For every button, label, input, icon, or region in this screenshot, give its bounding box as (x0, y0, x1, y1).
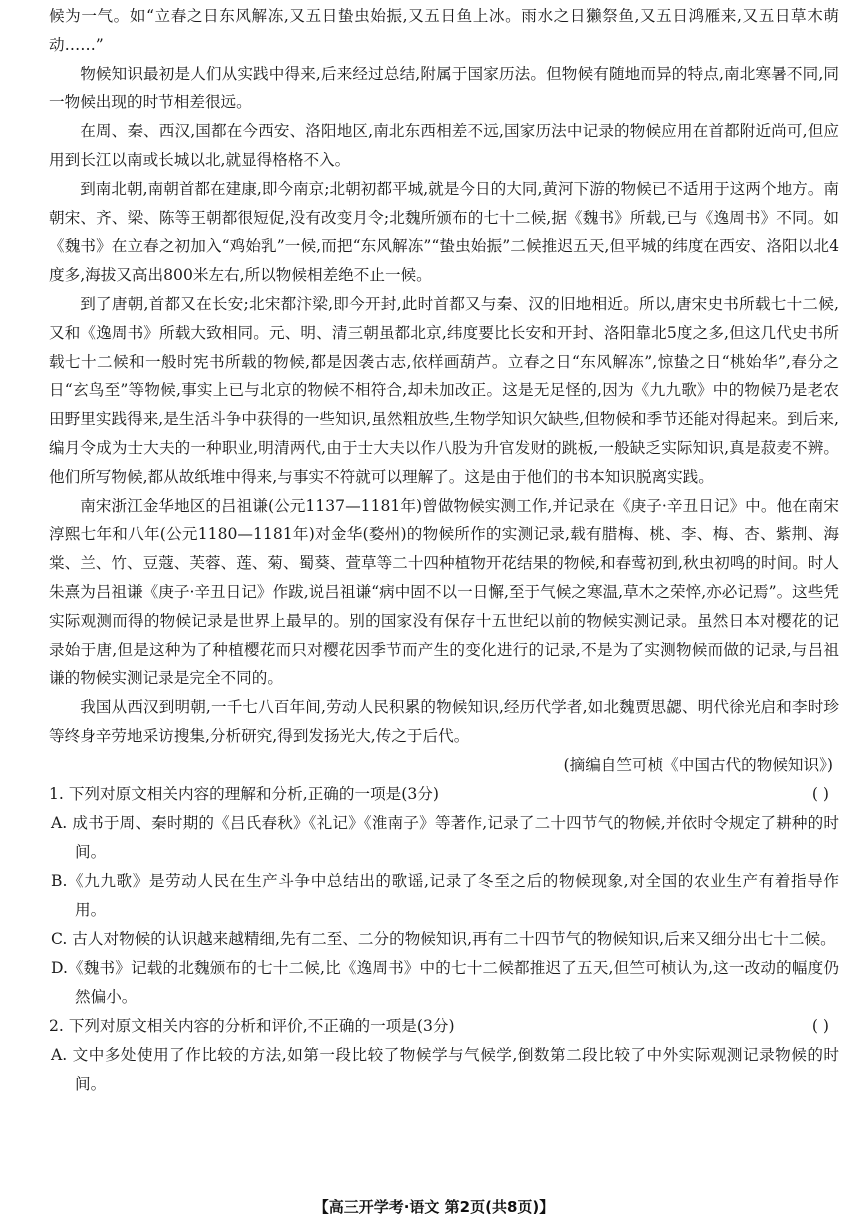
exam-page (49, 2, 839, 1099)
option-c: C. 古人对物候的认识越来越精细,先有二至、二分的物候知识,再有二十四节气的物候知识,后来又细分出七十二候。 (51, 929, 836, 948)
article-paragraph-2: 物候知识最初是人们从实践中得来,后来经过总结,附属于国家历法。但物候有随地而异的特点,南北寒暑不同,同一物候出现的时节相差很远。 (49, 64, 839, 112)
question-stem (49, 780, 839, 809)
article-paragraph-1: 候为一气。如“立春之日东风解冻,又五日蛰虫始振,又五日鱼上冰。雨水之日獭祭鱼,又五日鸿雁来,又五日草木萌动……” (49, 7, 839, 54)
answer-parentheses: ( ) (811, 784, 829, 803)
article-paragraph-3: 在周、秦、西汉,国都在今西安、洛阳地区,南北东西相差不远,国家历法中记录的物候应用在首都附近尚可,但应用到长江以南或长城以北,就显得格格不入。 (49, 122, 839, 169)
article-paragraph-5: 到了唐朝,首都又在长安;北宋都汴梁,即今开封,此时首都又与秦、汉的旧地相近。所以,唐宋史书所载七十二候,又和《逸周书》所载大致相同。元、明、清三朝虽都北京,纬度要比长安和开封、洛阳靠北5度之多,但这几代史书所载七十二候和一般时宪书所载的物候,都是因袭古志,依样画葫芦。立春之日“东风解冻”,惊蛰之日“桃始华”,春分之日“玄鸟至”等物候,事实上已与北京的物候不相符合,却未加改正。这是无足怪的,因为《九九歌》中的物候乃是老农田野里实践得来,是生活斗争中获得的一些知识,虽然粗放些,生物学知识欠缺些,但物候和季节还能对得起来。到后来,编月令成为士大夫的一种职业,明清两代,由于士大夫以作八股为升官发财的跳板,一般缺乏实际知识,真是菽麦不辨。他们所写物候,都从故纸堆中得来,与事实不符就可以理解了。这是由于他们的书本知识脱离实践。 (49, 294, 839, 486)
article-paragraph-7: 我国从西汉到明朝,一千七八百年间,劳动人民积累的物候知识,经历代学者,如北魏贾思勰、明代徐光启和李时珍等终身辛劳地采访搜集,分析研究,得到发扬光大,传之于后代。 (49, 698, 839, 745)
option-a: A. 文中多处使用了作比较的方法,如第一段比较了物候学与气候学,倒数第二段比较了中外实际观测记录物候的时间。 (51, 1045, 839, 1093)
article-paragraph-6: 南宋浙江金华地区的吕祖谦(公元1137—1181年)曾做物候实测工作,并记录在《庚子·辛丑日记》中。他在南宋淳熙七年和八年(公元1180—1181年)对金华(婺州)的物候所作的实测记录,载有腊梅、桃、李、梅、杏、紫荆、海棠、兰、竹、豆蔻、芙蓉、莲、菊、蜀葵、萱草等二十四种植物开花结果的物候,和春莺初到,秋虫初鸣的时间。时人朱熹为吕祖谦《庚子·辛丑日记》作跋,说吕祖谦“病中固不以一日懈,至于气候之寒温,草木之荣悴,亦必记焉”。这些凭实际观测而得的物候记录是世界上最早的。别的国家没有保存十五世纪以前的物候实测记录。虽然日本对樱花的记录始于唐,但是这种为了种植樱花而只对樱花因季节而产生的变化进行的记录,不是为了实测物候而做的记录,与吕祖谦的物候实测记录是完全不同的。 (49, 496, 839, 688)
question-stem (49, 1012, 839, 1041)
option-a: A. 成书于周、秦时期的《吕氏春秋》《礼记》《淮南子》等著作,记录了二十四节气的物候,并依时令规定了耕种的时间。 (51, 813, 839, 861)
page-footer: 【高三开学考·语文 第2页(共8页)】 (313, 1198, 555, 1216)
article-paragraph-4: 到南北朝,南朝首都在建康,即今南京;北朝初都平城,就是今日的大同,黄河下游的物候已不适用于这两个地方。南朝宋、齐、梁、陈等王朝都很短促,没有改变月令;北魏所颁布的七十二候,据《魏书》所载,已与《逸周书》不同。如《魏书》在立春之初加入“鸡始乳”一候,而把“东风解冻”“蛰虫始振”二候推迟五天,但平城的纬度在西安、洛阳以北4度多,海拔又高出800米左右,所以物候相差绝不止一候。 (49, 179, 839, 285)
question-stem-text: 2. 下列对原文相关内容的分析和评价,不正确的一项是(3分) (49, 1016, 455, 1035)
option-b: B.《九九歌》是劳动人民在生产斗争中总结出的歌谣,记录了冬至之后的物候现象,对全国的农业生产有着指导作用。 (51, 871, 839, 919)
question-2 (49, 1012, 839, 1099)
article-source: (摘编自竺可桢《中国古代的物候知识》) (563, 755, 833, 774)
answer-parentheses: ( ) (811, 1016, 829, 1035)
option-d: D.《魏书》记载的北魏颁布的七十二候,比《逸周书》中的七十二候都推迟了五天,但竺可桢认为,这一改动的幅度仍然偏小。 (51, 958, 839, 1006)
question-1 (49, 780, 839, 1012)
question-stem-text: 1. 下列对原文相关内容的理解和分析,正确的一项是(3分) (49, 784, 439, 803)
